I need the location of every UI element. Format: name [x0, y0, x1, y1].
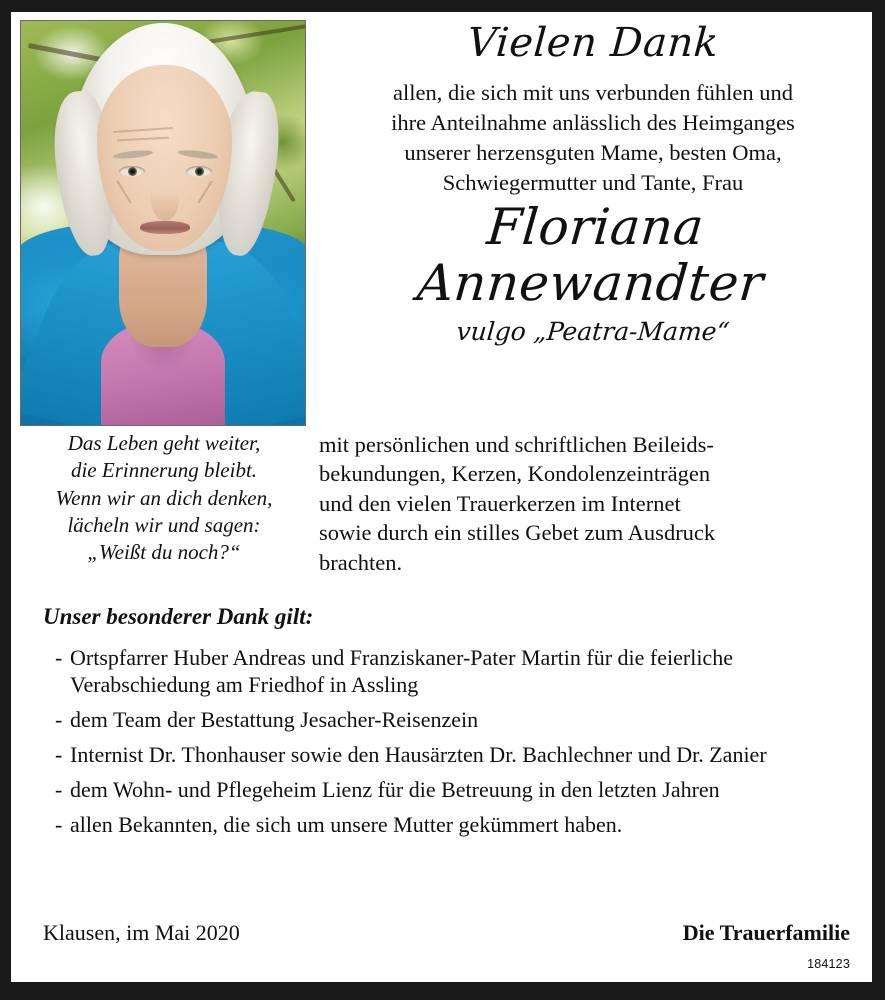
special-thanks-list	[43, 644, 854, 838]
deceased-nickname: vulgo „Peatra-Mame“	[455, 316, 731, 346]
deceased-last-name: Annewandter	[414, 253, 767, 312]
poem-line: Wenn wir an dich denken,	[55, 485, 273, 510]
mouth-shape	[140, 221, 190, 234]
intro-text	[319, 78, 867, 199]
list-item-text: dem Wohn- und Pflegeheim Lienz für die Betreuung in den letzten Jahren	[70, 777, 720, 803]
smile-line-right	[197, 180, 212, 203]
special-thanks-title: Unser besonderer Dank gilt:	[43, 604, 314, 629]
list-item	[43, 706, 854, 733]
gratitude-paragraph	[319, 430, 867, 577]
forehead-line	[113, 127, 173, 133]
list-item	[43, 741, 854, 768]
list-item-text: dem Team der Bestattung Jesacher-Reisenzein	[70, 707, 479, 733]
poem-line: „Weißt du noch?“	[87, 540, 241, 565]
thank-you-heading: Vielen Dank	[465, 20, 721, 66]
dash-bullet: -	[55, 777, 63, 803]
body-line: mit persönlichen und schriftlichen Beileids-	[319, 432, 714, 457]
intro-line: ihre Anteilnahme anlässlich des Heimganges	[391, 110, 795, 136]
poem-line: die Erinnerung bleibt.	[70, 458, 258, 483]
dash-bullet: -	[55, 645, 63, 670]
deceased-first-name: Floriana	[484, 197, 707, 256]
poem-line: Das Leben geht weiter,	[67, 431, 261, 455]
dash-bullet: -	[55, 742, 63, 768]
dash-bullet: -	[55, 812, 63, 838]
intro-line: unserer herzensguten Mame, besten Oma,	[404, 140, 782, 166]
portrait-image	[21, 21, 305, 425]
list-item-text: Internist Dr. Thonhauser sowie den Hausärzten Dr. Bachlechner und Dr. Zanier	[70, 742, 767, 768]
eyebrow-left	[113, 149, 154, 160]
body-line: brachten.	[319, 549, 403, 575]
place-and-date: Klausen, im Mai 2020	[43, 920, 240, 945]
list-item	[43, 811, 854, 838]
intro-line: Schwiegermutter und Tante, Frau	[442, 170, 744, 196]
nose-shape	[151, 177, 179, 221]
portrait-photo	[20, 20, 306, 426]
eyebrow-right	[178, 149, 219, 161]
eye-left	[119, 166, 145, 177]
intro-line: allen, die sich mit uns verbunden fühlen und	[393, 80, 793, 105]
deceased-name	[314, 199, 872, 311]
notice-footer	[43, 920, 850, 946]
list-item	[43, 776, 854, 803]
poem-line: lächeln wir und sagen:	[67, 512, 261, 537]
list-item-text: Ortspfarrer Huber Andreas und Franziskaner-Pater Martin für die feierliche Verabschiedung am Friedhof in Assling	[70, 645, 733, 698]
body-line: und den vielen Trauerkerzen im Internet	[319, 490, 681, 516]
notice-sheet	[11, 12, 872, 982]
list-item-text: allen Bekannten, die sich um unsere Mutter gekümmert haben.	[70, 812, 623, 838]
special-thanks-section	[43, 604, 854, 846]
forehead-line	[117, 137, 169, 142]
dash-bullet: -	[55, 707, 63, 733]
smile-line-left	[116, 180, 131, 203]
list-item	[43, 644, 854, 698]
eye-right	[186, 166, 212, 177]
header-text-column	[319, 18, 867, 346]
memorial-poem	[17, 430, 311, 566]
body-line: sowie durch ein stilles Gebet zum Ausdruck	[319, 520, 716, 546]
body-line: bekundungen, Kerzen, Kondolenzeinträgen	[319, 461, 711, 487]
family-signature: Die Trauerfamilie	[682, 920, 850, 945]
advertisement-number: 184123	[807, 957, 850, 971]
